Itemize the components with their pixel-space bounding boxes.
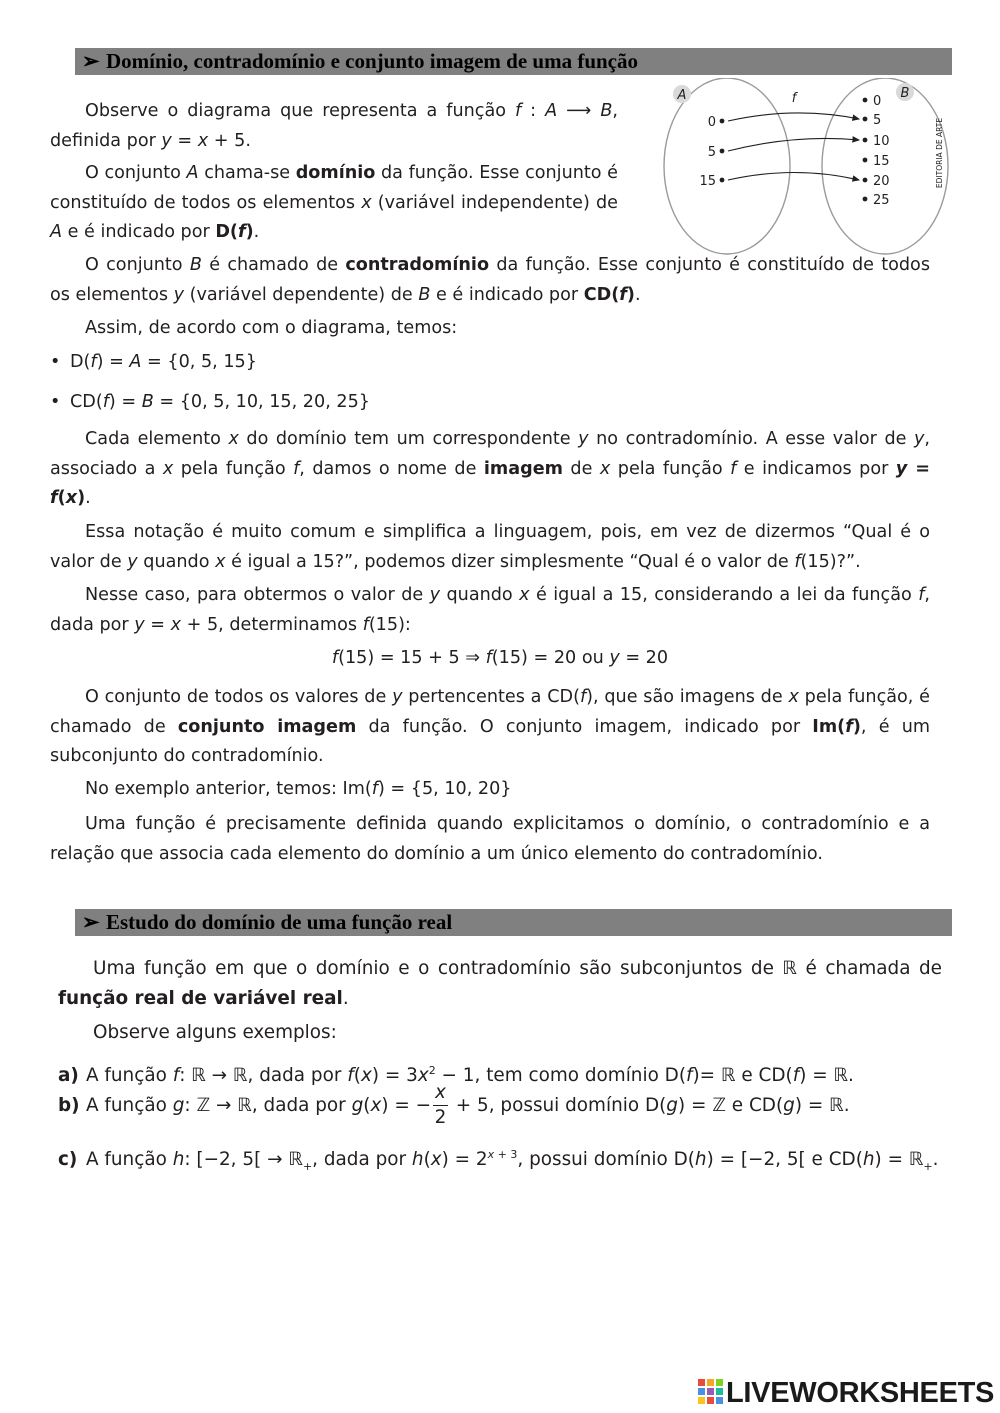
liveworksheets-logo: [698, 1375, 998, 1411]
mapping-arrow: [728, 138, 859, 151]
codomain-element: 10: [873, 134, 890, 149]
set-a-ellipse: [664, 78, 790, 254]
paragraph-examples-intro: Observe alguns exemplos:: [93, 1022, 337, 1043]
domain-element: 5: [707, 145, 716, 160]
function-arrow-diagram: [640, 78, 950, 263]
mapping-arrow: [728, 173, 859, 181]
formula-f15: f(15) = 15 + 5 ⇒ f(15) = 20 ou y = 20: [331, 648, 669, 668]
section-title: Domínio, contradomínio e conjunto imagem de uma função: [106, 49, 638, 73]
domain-set-item: • D(f) = A = {0, 5, 15}: [50, 352, 257, 372]
paragraph-notation: Essa notação é muito comum e simplifica a linguagem, pois, em vez de dizermos “Qual é o valor de y quando x é igual a 15?”, podemos dizer simplesmente “Qual é o valor de f(15)?”.: [50, 522, 930, 572]
section-header-estudo-dominio: [75, 909, 952, 936]
domain-element: 15: [699, 174, 716, 189]
paragraph-diagram-summary: Assim, de acordo com o diagrama, temos:: [85, 318, 458, 338]
example-a: a) A função f: ℝ → ℝ, dada por $f(x) = 3x^2 - 1$, tem como domínio D(f)= ℝ e CD(f) = ℝ.: [58, 1064, 854, 1087]
image-credit: EDITORIA DE ARTE: [935, 117, 944, 189]
paragraph-image-example: No exemplo anterior, temos: Im(f) = {5, 10, 20}: [85, 779, 512, 799]
fraction-x-over-2: $\frac{x}{2}$: [434, 1082, 447, 1129]
paragraph-example-calculation: Nesse caso, para obtermos o valor de y quando x é igual a 15, considerando a lei da função f, dada por y = x + 5, determinamos f(15):: [50, 585, 930, 635]
codomain-element: 5: [873, 113, 882, 128]
example-c: c) A função h: [−2, 5[ → ℝ$_+$, dada por $h(x) = 2^{x + 3}$, possui domínio D(h) = [−2, 5[ e CD(h) = ℝ$_+$.: [58, 1148, 939, 1173]
paragraph-function-definition: Uma função é precisamente definida quando explicitamos o domínio, o contradomínio e a relação que associa cada elemento do domínio a um único elemento do contradomínio.: [50, 814, 930, 864]
paragraph-intro: Observe o diagrama que representa a função f : A ⟶ B, definida por y = x + 5.: [50, 101, 618, 151]
paragraph-real-function: Uma função em que o domínio e o contradomínio são subconjuntos de ℝ é chamada de função real de variável real.: [58, 958, 942, 1009]
mapping-arrow: [728, 113, 859, 121]
domain-element: 0: [707, 115, 716, 130]
paragraph-image-set: O conjunto de todos os valores de y pertencentes a CD(f), que são imagens de x pela função, é chamado de conjunto imagem da função. O conjunto imagem, indicado por Im(f), é um subconjunto do contradomínio.: [50, 687, 931, 766]
liveworksheets-logo-icon: [698, 1379, 724, 1407]
codomain-element: 15: [873, 154, 890, 169]
codomain-element: 0: [873, 94, 882, 109]
paragraph-codomain-definition: O conjunto B é chamado de contradomínio da função. Esse conjunto é constituído de todos os elementos y (variável dependente) de B e é indicado por CD(f).: [50, 255, 930, 305]
arrow-bullet-icon: ➢: [82, 49, 100, 73]
paragraph-domain-definition: O conjunto A chama-se domínio da função. Esse conjunto é constituído de todos os elementos x (variável independente) de A e é indicado por D(f).: [50, 163, 618, 242]
set-a-label: A: [677, 88, 687, 103]
codomain-element: 25: [873, 193, 890, 208]
section-title: Estudo do domínio de uma função real: [106, 910, 453, 934]
arrow-bullet-icon: ➢: [82, 910, 100, 934]
section-header-dominio: [75, 48, 952, 75]
codomain-element: 20: [873, 174, 890, 189]
set-b-label: B: [900, 86, 910, 101]
liveworksheets-wordmark: LIVEWORKSHEETS: [726, 1377, 995, 1409]
function-label: f: [791, 91, 797, 106]
paragraph-image-definition: Cada elemento x do domínio tem um correspondente y no contradomínio. A esse valor de y, associado a x pela função f, damos o nome de imagem de x pela função f e indicamos por y = f(x).: [50, 429, 931, 508]
example-b: b) A função g: ℤ → ℝ, dada por g(x) = − $\frac{x}{2}$ + 5, possui domínio D(g) = ℤ e CD(g) = ℝ.: [58, 1082, 850, 1129]
codomain-set-item: • CD(f) = B = {0, 5, 10, 15, 20, 25}: [50, 392, 370, 412]
